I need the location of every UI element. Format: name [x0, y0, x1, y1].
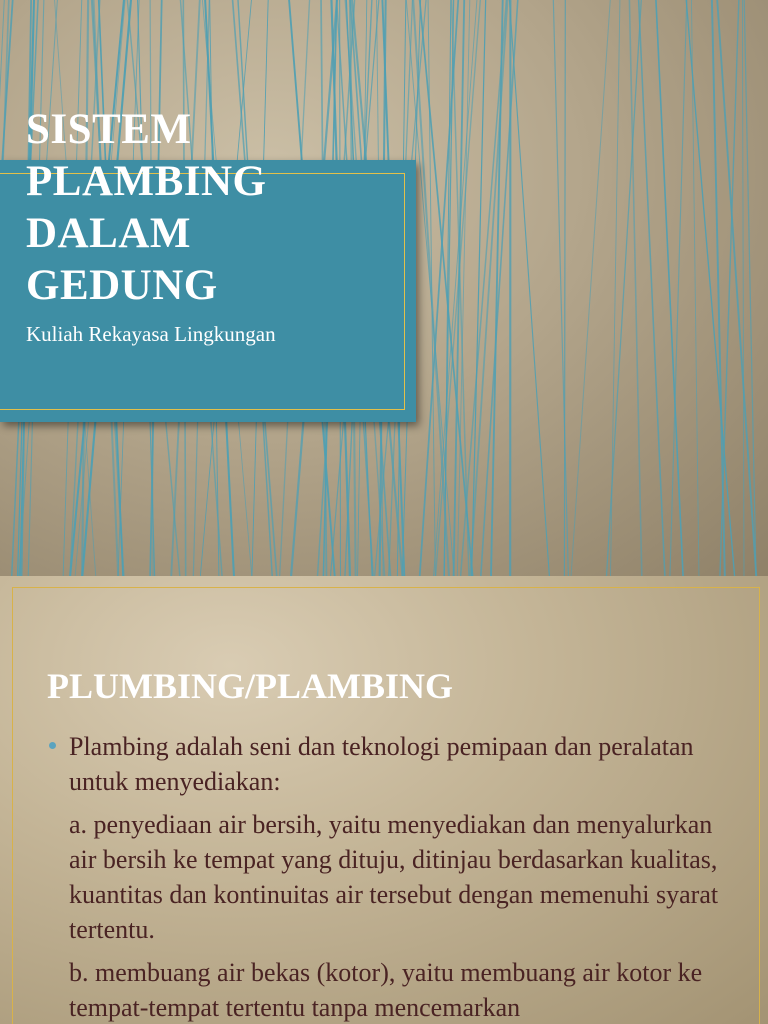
decorative-line [564, 0, 565, 576]
decorative-line [491, 0, 503, 576]
decorative-line [451, 0, 469, 576]
decorative-line [742, 0, 744, 576]
bullet-item [47, 729, 737, 799]
decorative-line [419, 0, 458, 576]
decorative-line [509, 0, 550, 576]
decorative-line [638, 0, 665, 576]
bullet-text: Plambing adalah seni dan teknologi pemipaan dan peralatan untuk menyediakan: [69, 732, 694, 796]
bullet-icon [49, 742, 56, 749]
item-b-text: b. membuang air bekas (kotor), yaitu membuang air kotor ke tempat-tempat tertentu tanpa mencemarkan [69, 958, 703, 1022]
decorative-line [610, 0, 620, 576]
decorative-line [571, 0, 611, 576]
content-slide [0, 576, 768, 1024]
item-a-text: a. penyediaan air bersih, yaitu menyediakan dan menyalurkan air bersih ke tempat yang dituju, ditinjau berdasarkan kualitas, kuantitas dan kontinuitas air tersebut dengan memenuhi syarat tertentu. [69, 810, 719, 944]
decorative-line [419, 0, 473, 576]
slide-subtitle: Kuliah Rekayasa Lingkungan [26, 322, 276, 346]
decorative-line [656, 0, 684, 576]
decorative-line [686, 0, 735, 576]
content-body [47, 729, 737, 1024]
decorative-line [428, 0, 435, 576]
decorative-line [691, 0, 699, 576]
slide-title: SISTEM PLAMBING DALAM GEDUNG [26, 106, 267, 309]
decorative-line [470, 0, 508, 576]
decorative-line [413, 0, 449, 576]
decorative-line [553, 0, 568, 576]
content-title: PLUMBING/PLAMBING [47, 666, 454, 706]
